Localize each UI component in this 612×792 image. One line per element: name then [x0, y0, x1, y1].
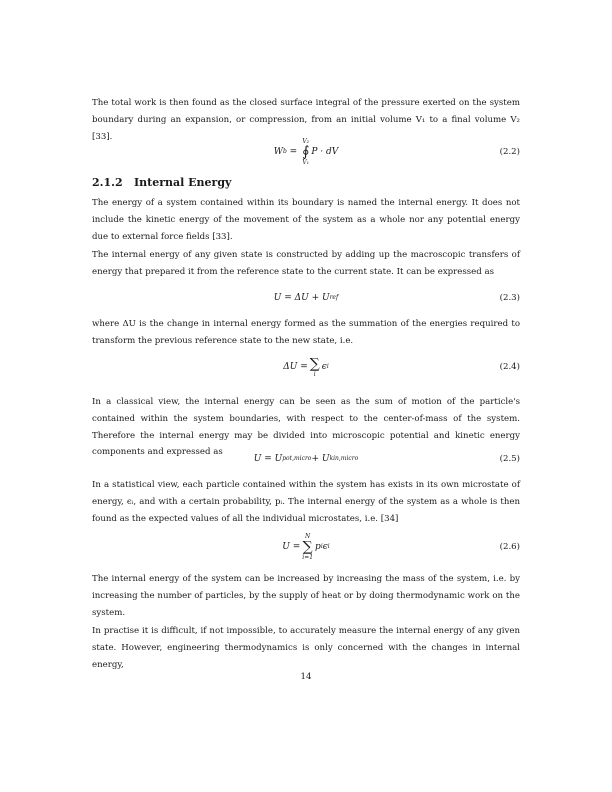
equation-2-5: U = U pot,micro + U kin,micro (2.5): [253, 454, 520, 464]
paragraph-internal-energy-construct: The internal energy of any given state is constructed by adding up the macroscopic transfers of energy that prepared it from the reference state to the current state. It can be expressed as: [92, 250, 520, 277]
equation-2-2: W b = V₂ ∮ V₁ P · dV (2.2): [273, 138, 520, 166]
page-number: 14: [300, 672, 312, 682]
paragraph-measurement: In practise it is difficult, if not impossible, to accurately measure the internal energy of any given state. However, engineering thermodynamics is only concerned with the changes in internal energy,: [92, 626, 520, 670]
equation-number: (2.4): [499, 362, 520, 372]
summation-symbol: N ∑ i=1: [302, 533, 314, 561]
paragraph-classical-view: In a classical view, the internal energy can be seen as the sum of motion of the particle's contained within the system boundaries, with respect to the center-of-mass of the system. Therefore the internal energy may be divided into microscopic potential and kinetic energy components and expressed as: [92, 397, 520, 458]
paragraph-increase-energy: The internal energy of the system can be increased by increasing the mass of the system, i.e. by increasing the number of particles, by the supply of heat or by doing thermodynamic work on the system.: [92, 574, 520, 618]
closed-integral-symbol: V₂ ∮ V₁: [302, 138, 310, 166]
equation-number: (2.6): [499, 542, 520, 552]
equation-2-6: U = N ∑ i=1 p i ϵ i (2.6): [282, 533, 520, 561]
paragraph-internal-energy-def: The energy of a system contained within its boundary is named the internal energy. It does not include the kinetic energy of the movement of the system as a whole nor any potential energy due to external force fields [33].: [92, 198, 520, 242]
paragraph-statistical-view: In a statistical view, each particle contained within the system has exists in its own microstate of energy, ϵᵢ, and with a certain probability, pᵢ. The internal energy of the system as a whole is then found as the expected values of all the individual microstates, i.e. [34]: [92, 480, 520, 524]
equation-2-4: ΔU = ∑ i ϵ i (2.4): [283, 355, 520, 378]
summation-symbol: ∑ i: [309, 355, 320, 378]
section-heading: 2.1.2 Internal Energy: [92, 176, 232, 189]
equation-2-3: U = ΔU + U ref (2.3): [273, 293, 520, 303]
paragraph-delta-u: where ΔU is the change in internal energy formed as the summation of the energies required to transform the previous reference state to the new state, i.e.: [92, 319, 520, 346]
equation-number: (2.2): [499, 147, 520, 157]
equation-number: (2.3): [499, 293, 520, 303]
paragraph-work-intro: The total work is then found as the closed surface integral of the pressure exerted on the system boundary during an expansion, or compression, from an initial volume V₁ to a final volume V₂ [33].: [92, 98, 520, 142]
equation-number: (2.5): [499, 454, 520, 464]
